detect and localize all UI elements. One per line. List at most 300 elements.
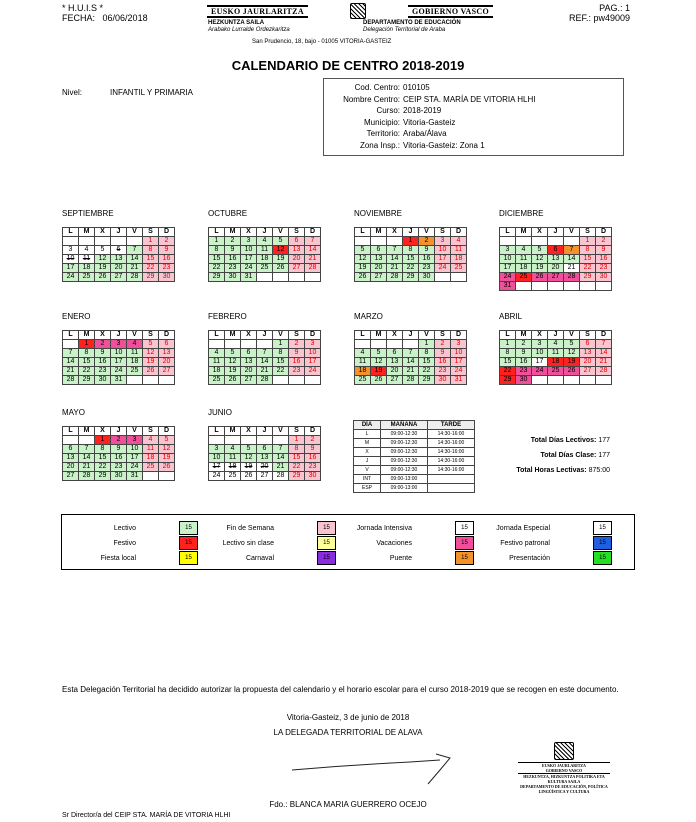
day-cell: 9 <box>289 349 305 358</box>
weekday-header: M <box>371 331 387 340</box>
day-cell: 4 <box>209 349 225 358</box>
weekday-header: D <box>451 331 467 340</box>
day-cell <box>305 376 321 385</box>
day-cell: 6 <box>371 246 387 255</box>
day-cell: 1 <box>209 237 225 246</box>
schedule-cell: V <box>354 466 381 475</box>
day-cell: 14 <box>63 358 79 367</box>
legend <box>61 514 635 570</box>
info-key: Territorio: <box>366 129 400 138</box>
day-cell: 30 <box>111 472 127 481</box>
schedule-cell: 09:00-12:30 <box>381 466 428 475</box>
day-cell <box>241 340 257 349</box>
schedule-cell: 09:00-12:30 <box>381 457 428 466</box>
day-cell: 19 <box>564 358 580 367</box>
day-cell <box>387 237 403 246</box>
weekday-header: M <box>225 331 241 340</box>
day-cell <box>596 282 612 291</box>
day-cell: 30 <box>516 376 532 385</box>
day-cell: 16 <box>435 358 451 367</box>
day-cell: 15 <box>289 454 305 463</box>
legend-label: Fin de Semana <box>226 524 274 532</box>
day-cell: 5 <box>371 349 387 358</box>
day-cell: 20 <box>257 463 273 472</box>
day-cell: 29 <box>500 376 516 385</box>
day-cell <box>127 237 143 246</box>
info-row <box>324 83 623 94</box>
month-name: DICIEMBRE <box>499 209 544 218</box>
day-cell: 2 <box>305 436 321 445</box>
legend-swatch: 15 <box>179 521 198 535</box>
day-cell: 23 <box>111 463 127 472</box>
schedule-header: TARDE <box>428 421 475 430</box>
day-cell: 2 <box>111 436 127 445</box>
day-cell: 2 <box>289 340 305 349</box>
total-row <box>497 448 610 463</box>
day-cell: 25 <box>79 273 95 282</box>
day-cell: 13 <box>111 255 127 264</box>
info-value: 010105 <box>403 83 430 92</box>
day-cell <box>225 340 241 349</box>
day-cell: 26 <box>241 472 257 481</box>
schedule-header: MAÑANA <box>381 421 428 430</box>
signature-mark <box>290 740 470 790</box>
legend-label: Festivo <box>113 539 136 547</box>
weekday-header: S <box>289 331 305 340</box>
legend-swatch: 15 <box>179 536 198 550</box>
day-cell: 4 <box>143 436 159 445</box>
day-cell: 26 <box>159 463 175 472</box>
day-cell: 26 <box>355 273 371 282</box>
logo-right-text: GOBIERNO VASCO <box>408 5 493 18</box>
day-cell: 28 <box>127 273 143 282</box>
info-row <box>324 129 623 140</box>
day-cell: 15 <box>209 255 225 264</box>
day-cell: 7 <box>79 445 95 454</box>
day-cell: 5 <box>273 237 289 246</box>
weekday-header: D <box>159 427 175 436</box>
day-cell <box>257 436 273 445</box>
day-cell: 27 <box>580 367 596 376</box>
day-cell: 29 <box>580 273 596 282</box>
weekday-header: M <box>79 427 95 436</box>
day-cell: 1 <box>403 237 419 246</box>
day-cell: 27 <box>159 367 175 376</box>
day-cell <box>548 376 564 385</box>
page-title: CALENDARIO DE CENTRO 2018-2019 <box>231 58 465 73</box>
day-cell: 12 <box>371 358 387 367</box>
day-cell <box>387 340 403 349</box>
month-name: MARZO <box>354 312 383 321</box>
schedule-cell: 14:30-16:00 <box>428 448 475 457</box>
day-cell: 25 <box>257 264 273 273</box>
day-cell: 16 <box>516 358 532 367</box>
day-cell: 16 <box>419 255 435 264</box>
day-cell <box>79 436 95 445</box>
schedule-cell: J <box>354 457 381 466</box>
day-cell: 25 <box>548 367 564 376</box>
weekday-header: X <box>387 331 403 340</box>
day-cell: 24 <box>500 273 516 282</box>
day-cell <box>79 237 95 246</box>
day-cell: 3 <box>500 246 516 255</box>
weekday-header: V <box>273 331 289 340</box>
day-cell: 26 <box>371 376 387 385</box>
legend-item <box>62 521 612 535</box>
day-cell <box>257 273 273 282</box>
day-cell: 13 <box>371 255 387 264</box>
day-cell: 23 <box>596 264 612 273</box>
weekday-header: V <box>127 427 143 436</box>
info-value: CEIP STA. MARÍA DE VITORIA HLHI <box>403 94 536 104</box>
day-cell: 6 <box>241 349 257 358</box>
legend-label: Lectivo <box>113 524 136 532</box>
day-cell: 4 <box>257 237 273 246</box>
info-row <box>324 95 623 106</box>
day-cell: 27 <box>387 376 403 385</box>
legend-label: Festivo patronal <box>500 539 550 547</box>
day-cell: 11 <box>355 358 371 367</box>
day-cell: 6 <box>111 246 127 255</box>
legend-label: Carnaval <box>245 554 274 562</box>
day-cell: 10 <box>435 246 451 255</box>
day-cell: 26 <box>143 367 159 376</box>
schedule-cell: 09:00-13:00 <box>381 484 428 493</box>
day-cell <box>273 436 289 445</box>
day-cell: 7 <box>387 246 403 255</box>
weekday-header: D <box>596 228 612 237</box>
day-cell <box>564 282 580 291</box>
center-info-box <box>323 78 624 156</box>
day-cell: 22 <box>95 463 111 472</box>
day-cell: 29 <box>95 472 111 481</box>
day-cell: 4 <box>516 246 532 255</box>
day-cell: 25 <box>516 273 532 282</box>
day-cell: 15 <box>143 255 159 264</box>
day-cell: 2 <box>95 340 111 349</box>
info-value: Araba/Álava <box>403 129 447 138</box>
weekday-header: J <box>257 228 273 237</box>
schedule-table <box>353 420 475 493</box>
recipient: Sr Director/a del CEIP STA. MARÍA DE VITORIA HLHI <box>62 812 231 819</box>
day-cell: 12 <box>143 349 159 358</box>
day-cell: 21 <box>257 367 273 376</box>
day-cell: 8 <box>419 349 435 358</box>
day-cell: 27 <box>241 376 257 385</box>
day-cell: 7 <box>273 445 289 454</box>
reference: REF.: pw49009 <box>568 13 630 23</box>
schedule-cell: 09:00-12:30 <box>381 430 428 439</box>
day-cell: 22 <box>289 463 305 472</box>
weekday-header: L <box>209 228 225 237</box>
day-cell: 19 <box>532 264 548 273</box>
weekday-header: X <box>387 228 403 237</box>
month-calendar <box>62 227 175 282</box>
day-cell: 15 <box>500 358 516 367</box>
day-cell: 8 <box>209 246 225 255</box>
schedule-cell: 09:00-13:00 <box>381 475 428 484</box>
day-cell: 30 <box>225 273 241 282</box>
day-cell: 6 <box>257 445 273 454</box>
day-cell: 12 <box>95 255 111 264</box>
day-cell: 9 <box>596 246 612 255</box>
schedule-cell: ESP <box>354 484 381 493</box>
day-cell: 29 <box>403 273 419 282</box>
info-key: Zona Insp.: <box>359 140 400 150</box>
day-cell: 27 <box>63 472 79 481</box>
total-row <box>497 463 610 478</box>
day-cell: 23 <box>159 264 175 273</box>
day-cell: 20 <box>580 358 596 367</box>
day-cell: 24 <box>127 463 143 472</box>
seal-line-3: HEZKUNTZA, HIZKUNTZA POLITIKA ETA KULTURA SAILA <box>523 774 605 784</box>
day-cell <box>143 472 159 481</box>
day-cell: 1 <box>79 340 95 349</box>
month-name: ABRIL <box>499 312 523 321</box>
weekday-header: D <box>596 331 612 340</box>
legend-swatch: 15 <box>317 551 336 565</box>
fecha-line <box>62 13 148 23</box>
day-cell: 29 <box>289 472 305 481</box>
day-cell <box>63 436 79 445</box>
day-cell: 2 <box>225 237 241 246</box>
day-cell: 20 <box>371 264 387 273</box>
day-cell: 16 <box>305 454 321 463</box>
day-cell: 14 <box>305 246 321 255</box>
day-cell: 15 <box>95 454 111 463</box>
legend-swatch: 15 <box>455 536 474 550</box>
day-cell: 8 <box>403 246 419 255</box>
day-cell: 19 <box>241 463 257 472</box>
month-name: NOVIEMBRE <box>354 209 403 218</box>
legend-swatch: 15 <box>179 551 198 565</box>
day-cell <box>355 237 371 246</box>
day-cell: 24 <box>451 367 467 376</box>
day-cell: 14 <box>273 454 289 463</box>
day-cell: 9 <box>95 349 111 358</box>
weekday-header: S <box>435 228 451 237</box>
info-key: Municipio: <box>363 117 400 127</box>
legend-swatch: 15 <box>593 521 612 535</box>
day-cell: 30 <box>305 472 321 481</box>
day-cell: 18 <box>127 358 143 367</box>
day-cell: 17 <box>111 358 127 367</box>
day-cell: 12 <box>225 358 241 367</box>
day-cell: 22 <box>209 264 225 273</box>
day-cell <box>95 237 111 246</box>
day-cell: 3 <box>111 340 127 349</box>
schedule-cell <box>428 475 475 484</box>
day-cell: 9 <box>305 445 321 454</box>
day-cell: 20 <box>159 358 175 367</box>
day-cell: 11 <box>143 445 159 454</box>
day-cell: 28 <box>403 376 419 385</box>
nivel <box>62 88 193 97</box>
weekday-header: X <box>95 427 111 436</box>
day-cell: 22 <box>273 367 289 376</box>
day-cell: 13 <box>159 349 175 358</box>
day-cell: 23 <box>435 367 451 376</box>
total-value: 875:00 <box>588 467 610 474</box>
weekday-header: L <box>500 331 516 340</box>
day-cell <box>403 340 419 349</box>
info-row <box>324 106 623 117</box>
department-spanish <box>363 20 461 34</box>
info-row <box>324 141 623 152</box>
day-cell: 5 <box>532 246 548 255</box>
weekday-header: S <box>143 331 159 340</box>
day-cell: 7 <box>403 349 419 358</box>
document-header-left <box>62 3 148 23</box>
day-cell: 9 <box>111 445 127 454</box>
day-cell: 6 <box>580 340 596 349</box>
weekday-header: D <box>305 331 321 340</box>
day-cell: 16 <box>159 255 175 264</box>
huis-label: * H.U.I.S * <box>62 3 104 13</box>
day-cell: 21 <box>63 367 79 376</box>
month-name: SEPTIEMBRE <box>62 209 114 218</box>
day-cell <box>451 273 467 282</box>
total-label: Total Días Lectivos: <box>530 437 597 444</box>
schedule-cell <box>428 484 475 493</box>
weekday-header: V <box>127 331 143 340</box>
department-basque <box>208 20 290 34</box>
weekday-header: L <box>63 331 79 340</box>
day-cell: 29 <box>209 273 225 282</box>
day-cell: 25 <box>209 376 225 385</box>
weekday-header: D <box>159 331 175 340</box>
day-cell: 11 <box>79 255 95 264</box>
day-cell: 9 <box>516 349 532 358</box>
schedule-cell: 09:00-12:30 <box>381 448 428 457</box>
legend-label: Lectivo sin clase <box>222 539 274 547</box>
day-cell <box>159 376 175 385</box>
coat-of-arms-icon <box>350 3 366 19</box>
day-cell: 10 <box>111 349 127 358</box>
total-row <box>497 433 610 448</box>
day-cell: 26 <box>273 264 289 273</box>
day-cell <box>355 340 371 349</box>
day-cell: 12 <box>159 445 175 454</box>
day-cell <box>143 376 159 385</box>
day-cell: 2 <box>419 237 435 246</box>
day-cell: 5 <box>159 436 175 445</box>
schedule-header: DÍA <box>354 421 381 430</box>
day-cell: 21 <box>79 463 95 472</box>
day-cell: 1 <box>95 436 111 445</box>
day-cell: 15 <box>403 255 419 264</box>
legend-item <box>62 536 612 550</box>
day-cell: 7 <box>127 246 143 255</box>
day-cell: 24 <box>241 264 257 273</box>
day-cell <box>289 273 305 282</box>
day-cell: 12 <box>241 454 257 463</box>
month-calendar <box>499 330 612 385</box>
weekday-header: J <box>257 331 273 340</box>
day-cell: 17 <box>241 255 257 264</box>
official-seal <box>518 742 610 798</box>
day-cell: 20 <box>548 264 564 273</box>
day-cell: 24 <box>63 273 79 282</box>
day-cell: 8 <box>500 349 516 358</box>
day-cell: 10 <box>451 349 467 358</box>
day-cell: 5 <box>143 340 159 349</box>
day-cell: 21 <box>127 264 143 273</box>
day-cell: 13 <box>241 358 257 367</box>
day-cell: 4 <box>79 246 95 255</box>
day-cell: 10 <box>209 454 225 463</box>
day-cell: 30 <box>419 273 435 282</box>
day-cell: 17 <box>500 264 516 273</box>
day-cell: 25 <box>355 376 371 385</box>
day-cell: 31 <box>241 273 257 282</box>
day-cell: 22 <box>79 367 95 376</box>
day-cell: 23 <box>419 264 435 273</box>
day-cell: 19 <box>225 367 241 376</box>
day-cell: 7 <box>305 237 321 246</box>
day-cell: 14 <box>79 454 95 463</box>
day-cell: 11 <box>209 358 225 367</box>
day-cell: 1 <box>500 340 516 349</box>
weekday-header: L <box>209 331 225 340</box>
day-cell <box>127 376 143 385</box>
day-cell: 13 <box>257 454 273 463</box>
day-cell: 17 <box>435 255 451 264</box>
day-cell: 9 <box>435 349 451 358</box>
weekday-header: V <box>564 331 580 340</box>
weekday-header: S <box>580 331 596 340</box>
day-cell: 29 <box>419 376 435 385</box>
day-cell: 10 <box>500 255 516 264</box>
weekday-header: L <box>63 427 79 436</box>
day-cell: 19 <box>95 264 111 273</box>
day-cell: 10 <box>63 255 79 264</box>
day-cell: 10 <box>532 349 548 358</box>
signer-title: LA DELEGADA TERRITORIAL DE ALAVA <box>273 728 423 737</box>
day-cell: 18 <box>451 255 467 264</box>
weekday-header: J <box>548 331 564 340</box>
day-cell: 6 <box>63 445 79 454</box>
day-cell: 27 <box>371 273 387 282</box>
day-cell: 11 <box>127 349 143 358</box>
day-cell <box>273 376 289 385</box>
day-cell: 24 <box>435 264 451 273</box>
info-key: Curso: <box>376 106 400 115</box>
day-cell: 17 <box>209 463 225 472</box>
day-cell: 20 <box>63 463 79 472</box>
day-cell: 16 <box>596 255 612 264</box>
day-cell: 23 <box>516 367 532 376</box>
day-cell <box>548 282 564 291</box>
day-cell: 8 <box>143 246 159 255</box>
fecha-label: FECHA: <box>62 13 96 23</box>
month-calendar <box>208 330 321 385</box>
weekday-header: J <box>403 331 419 340</box>
day-cell: 21 <box>305 255 321 264</box>
day-cell: 28 <box>79 472 95 481</box>
schedule-cell: 14:30-16:00 <box>428 466 475 475</box>
day-cell: 21 <box>403 367 419 376</box>
day-cell: 28 <box>596 367 612 376</box>
weekday-header: X <box>241 331 257 340</box>
month-name: ENERO <box>62 312 91 321</box>
day-cell: 19 <box>371 367 387 376</box>
month-calendar <box>208 227 321 282</box>
weekday-header: L <box>209 427 225 436</box>
seal-line-4: DEPARTAMENTO DE EDUCACIÓN, POLÍTICA LINGÜÍSTICA Y CULTURA <box>520 784 608 794</box>
legend-label: Puente <box>389 554 412 562</box>
weekday-header: J <box>548 228 564 237</box>
